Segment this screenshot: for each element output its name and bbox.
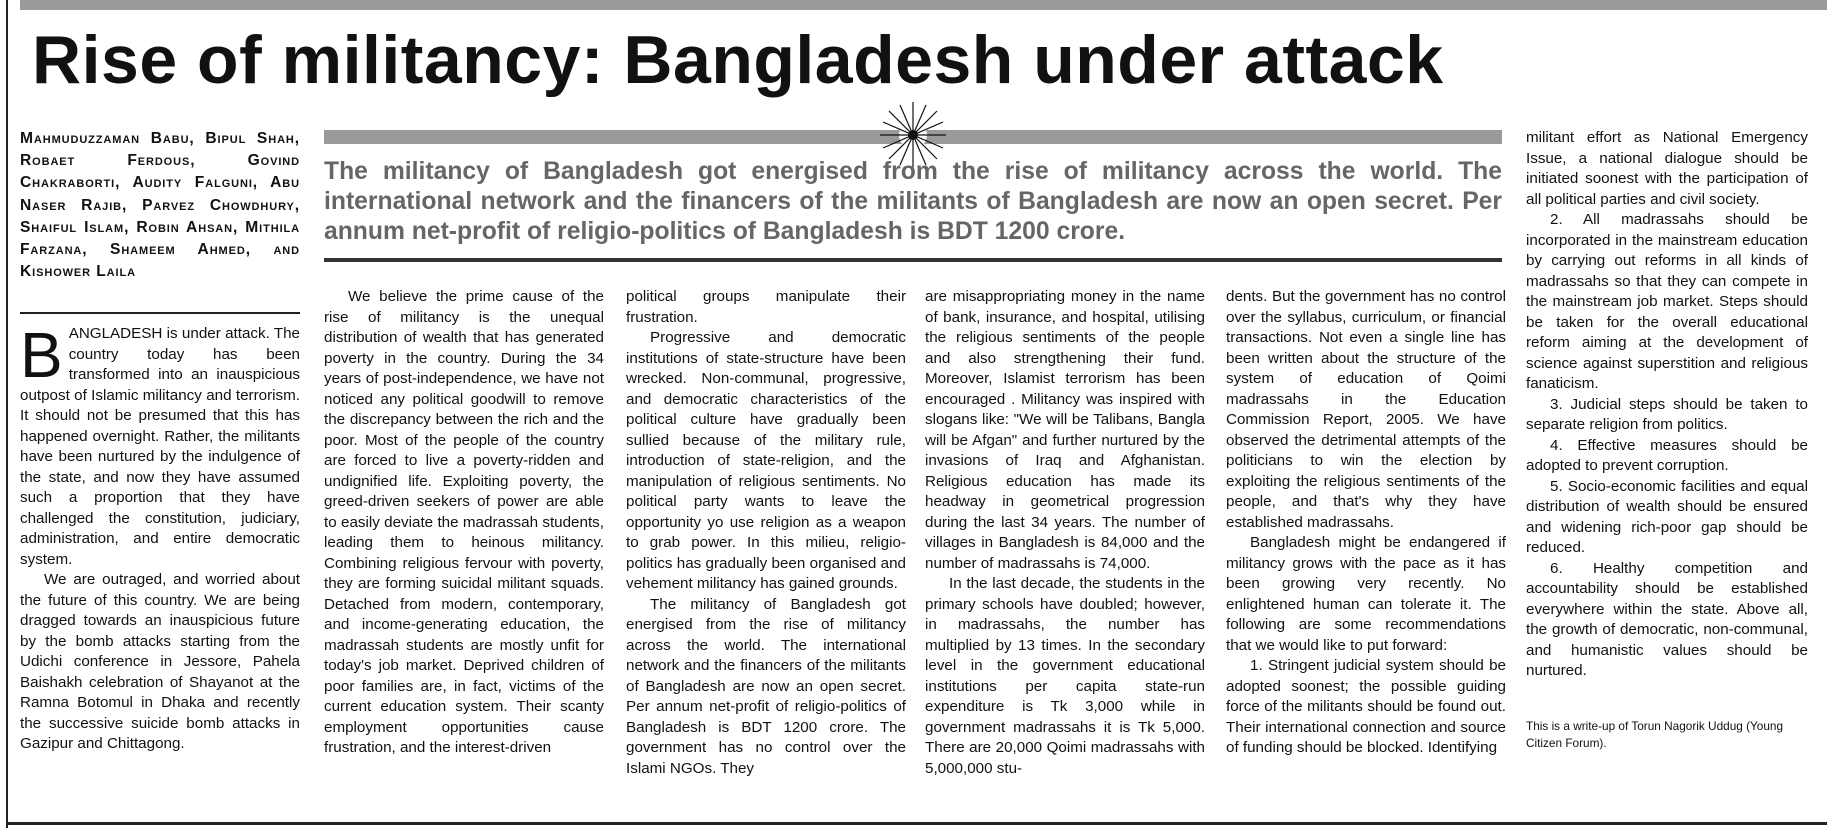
paragraph: are misappropriating money in the name of bank, insurance, and hospital, utilising the religious sentiments of the people and also strengthening their fund. Moreover, Islamist terrorism has been encouraged . Militancy was inspired with slogans like: "We will be Talibans, Bangla will be Afgan" and further nurtured by the invasions of Iraq and Afghanistan. Religious education has made its headway in geometrical progression during the last 34 years. The number of villages in Bangladesh is 84,000 and the number of madrassahs is 74,000. [925, 288, 1205, 572]
paragraph: 3. Judicial steps should be taken to separate religion from politics. [1526, 395, 1808, 433]
paragraph [20, 319, 300, 570]
footnote: This is a write-up of Torun Nagorik Uddug (Young Citizen Forum). [1526, 719, 1784, 750]
paragraph: 4. Effective measures should be adopted to prevent corruption. [1526, 436, 1808, 474]
top-rule [20, 0, 1827, 10]
paragraph: We believe the prime cause of the rise of militancy is the unequal distribution of wealth that has generated poverty in the country. During the 34 years of post-independence, we have not noticed any political goodwill to remove the discrepancy between the rich and the poor. Most of the people of the country are forced to live a poverty-ridden and undignified life. Exploiting poverty, the greed-driven seekers of power are able to easily deviate the madrassah students, leading them to heinous militancy. Combining religious fervour with poverty, they are forming suicidal militant squads. Detached from modern, contemporary, and income-generating education, the madrassah students are mostly unfit for today's job market. Deprived children of poor families are, in fact, victims of the current education system. Their scanty employment opportunities cause frustration, and the interest-driven [324, 288, 604, 756]
paragraph: 1. Stringent judicial system should be adopted soonest; the possible guiding force of the militants should be found out. Their international connection and source of funding should be blocked. Identifying [1226, 657, 1506, 756]
paragraph: 6. Healthy competition and accountability should be established everywhere within the state. Above all, the growth of democratic, non-communal, and humanistic values should be nurtured. [1526, 559, 1808, 679]
article-column-3 [626, 287, 906, 779]
bottom-rule [6, 822, 1827, 825]
article-column-4 [925, 287, 1205, 779]
paragraph: 2. All madrassahs should be incorporated in the mainstream education by carrying out reforms in all kinds of madrassahs so that they can compete in the mainstream job market. Steps should be taken for the overall educational reform aiming at the development of science against superstition and religious fanaticism. [1526, 211, 1808, 392]
paragraph: In the last decade, the students in the primary schools have doubled; however, in madrassahs, the number has multiplied by 13 times. In the secondary level in the government educational institutions per capita state-run expenditure is Tk 3,000 while in government madrassahs it is Tk 5,000. There are 20,000 Qoimi madrassahs with 5,000,000 stu- [925, 575, 1205, 777]
paragraph: militant effort as National Emergency Issue, a national dialogue should be initiated soonest with the participation of all political parties and civil society. [1526, 129, 1808, 208]
paragraph: political groups manipulate their frustration. [626, 288, 906, 326]
byline: Mahmuduzzaman Babu, Bipul Shah, Robaet Ferdous, Govind Chakraborti, Audity Falguni, Abu Naser Rajib, Parvez Chowdhury, Shaiful Islam, Robin Ahsan, Mithila Farzana, Shameem Ahmed, and Kishower Laila [20, 130, 300, 281]
article-column-6 [1526, 128, 1808, 682]
paragraph-text: ANGLADESH is under attack. The country today has been transformed into an inauspicious outpost of Islamic militancy and terrorism. It should not be presumed that this has happened overnight. Rather, the militants have been nurtured by the indulgence of the state, and now they have assumed such a proportion that they have challenged the constitution, judiciary, administration, and entire democratic system. [20, 325, 300, 568]
paragraph: The militancy of Bangladesh got energised from the rise of militancy across the world. The international network and the financers of the militants of Bangladesh are now an open secret. Per annum net-profit of religio-politics of Bangladesh is BDT 1200 crore. The government has no control over the Islami NGOs. They [626, 595, 906, 777]
left-margin-rule [6, 0, 8, 828]
paragraph: 5. Socio-economic facilities and equal distribution of wealth should be ensured and widening rich-poor gap should be reduced. [1526, 477, 1808, 556]
drop-cap: B [20, 319, 63, 391]
paragraph: We are outraged, and worried about the future of this country. We are being dragged towards an inauspicious future by the bomb attacks starting from the Udichi conference in Jessore, Pahela Baishakh celebration of Shayanot at the Ramna Botomul in Dhaka and recently the successive suicide bomb attacks in Gazipur and Chittagong. [20, 571, 300, 752]
pull-quote-bottom-rule [324, 258, 1502, 262]
article-column-1 [20, 319, 300, 755]
paragraph: Bangladesh might be endangered if militancy grows with the pace as it has been growing very recently. No enlightened human can tolerate it. The following are some recommendations that we would like to put forward: [1226, 534, 1506, 654]
headline: Rise of militancy: Bangladesh under attack [32, 22, 1444, 98]
paragraph: Progressive and democratic institutions of state-structure have been wrecked. Non-communal, progressive, and democratic characteristics of the political culture have gradually been sullied because of the military rule, introduction of state-religion, and the manipulation of religious sentiments. No political party wants to leave the opportunity yo use religion as a weapon to grab power. In this milieu, religio-politics has gradually been organised and vehement militancy has gained grounds. [626, 329, 906, 592]
article-column-2 [324, 287, 604, 759]
pull-quote: The militancy of Bangladesh got energised from the rise of militancy across the world. The international network and the financers of the militants of Bangladesh are now an open secret. Per annum net-profit of religio-politics of Bangladesh is BDT 1200 crore. [324, 158, 1502, 245]
article-column-5 [1226, 287, 1506, 759]
byline-rule [20, 312, 300, 314]
paragraph: dents. But the government has no control over the syllabus, curriculum, or financial transactions. Not even a single line has been written about the structure of the system of education of Qoimi madrassahs in the Education Commission Report, 2005. We have observed the detrimental attempts of the politicians to win the election by exploiting the religious sentiments of the people, and that's why they have established madrassahs. [1226, 288, 1506, 531]
